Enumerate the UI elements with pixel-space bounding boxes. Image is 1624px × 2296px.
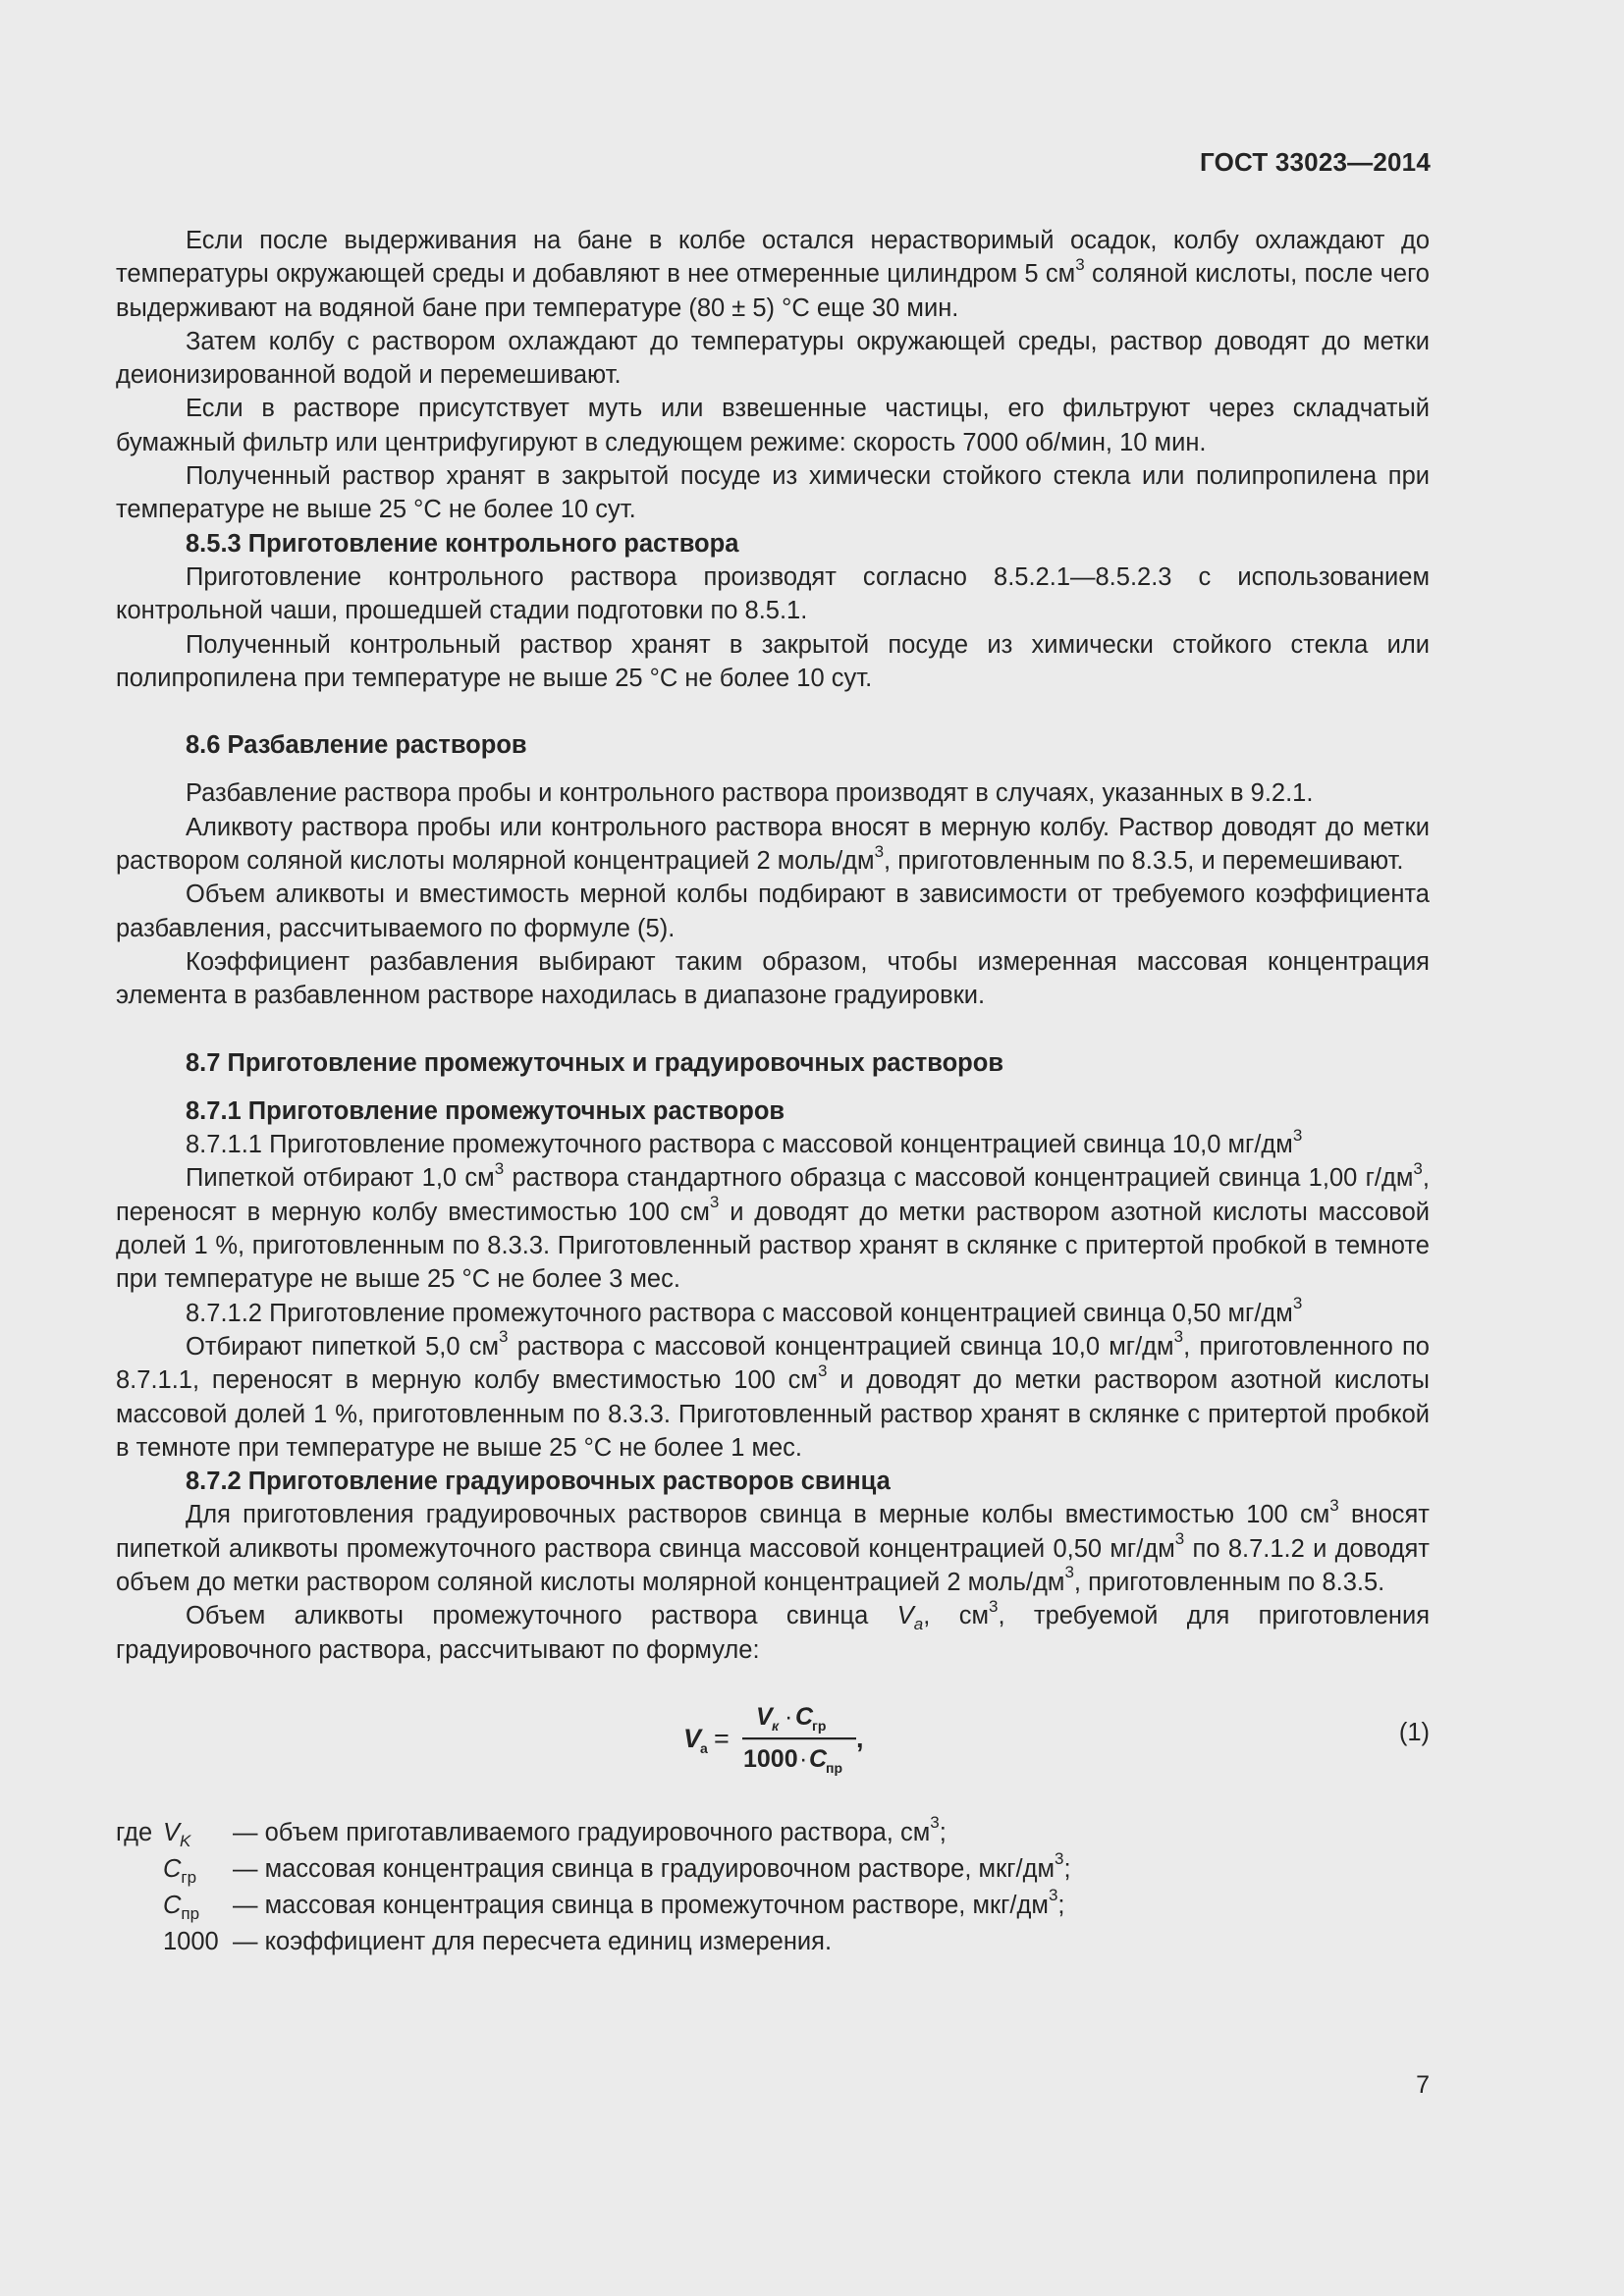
section-heading-8-7: 8.7 Приготовление промежуточных и градуировочных растворов — [186, 1048, 1003, 1077]
formula-denominator-const: 1000 — [743, 1744, 798, 1773]
legend-row — [116, 1886, 1430, 1925]
document-body — [116, 224, 1430, 1961]
paragraph: Приготовление контрольного раствора производят согласно 8.5.2.1—8.5.2.3 с использованием контрольной чаши, прошедшей стадии подготовки по 8.5.1. — [116, 562, 1430, 625]
section-heading-8-6: 8.6 Разбавление растворов — [186, 731, 527, 760]
paragraph: Отбирают пипеткой 5,0 $см^3$ раствора с массовой концентрацией свинца 10,0 $мг/дм^3$, приготовленного по 8.7.1.1, переносят в мерную колбу вместимостью 100 $см^3$ и доводят до метки раствором азотной кислоты массовой долей 1 %, приготовленным по 8.3.3. Приготовленный раствор хранят в склянке с притертой пробкой в темноте при температуре не выше 25 °С не более 1 мес. — [116, 1327, 1430, 1462]
fraction-bar — [742, 1737, 856, 1739]
formula-numerator-dot: · — [785, 1702, 793, 1731]
paragraph: Объем аликвоты промежуточного раствора свинца $V_a$, $см^3$, требуемой для приготовления градуировочного раствора, рассчитывают по формуле: — [116, 1596, 1431, 1664]
formula-comma: , — [856, 1723, 864, 1753]
paragraph: Аликвоту раствора пробы или контрольного раствора вносят в мерную колбу. Раствор доводят до метки раствором соляной кислоты молярной концентрацией 2 моль/$дм^3$, приготовленным по 8.3.5, и перемешивают. — [116, 813, 1430, 876]
formula-denominator-c-sub: пр — [826, 1759, 843, 1776]
page-number: 7 — [1416, 2071, 1430, 2099]
legend-description: — массовая концентрация свинца в промежуточном растворе, мкг/$дм^3$; — [233, 1886, 1065, 1919]
formula — [683, 1692, 919, 1781]
formula-numerator-c: C — [795, 1702, 814, 1731]
legend-description: — массовая концентрация свинца в градуировочном растворе, мкг/$дм^3$; — [233, 1849, 1071, 1883]
paragraph: 8.7.1.1 Приготовление промежуточного раствора с массовой концентрацией свинца 10,0 $мг/дм^3$ — [186, 1125, 1303, 1159]
paragraph: Для приготовления градуировочных растворов свинца в мерные колбы вместимостью 100 $см^3$ вносят пипеткой аликвоты промежуточного раствора свинца массовой концентрацией 0,50 $мг/дм^3$ по 8.7.1.2 и доводят объем до метки раствором соляной кислоты молярной концентрацией 2 моль/$дм^3$, приготовленным по 8.3.5. — [116, 1495, 1430, 1596]
formula-numerator-v: V — [756, 1702, 773, 1731]
document-code: ГОСТ 33023—2014 — [1200, 147, 1431, 177]
legend-row — [116, 1925, 1430, 1961]
legend-description: — коэффициент для пересчета единиц измерения. — [233, 1927, 833, 1955]
formula-lhs-var: V — [683, 1723, 702, 1753]
equation-number: (1) — [1398, 1718, 1430, 1746]
legend-symbol: $V_K$ — [163, 1818, 191, 1850]
paragraph: Разбавление раствора пробы и контрольного раствора производят в случаях, указанных в 9.2.1. — [186, 779, 1314, 808]
legend-symbol: $C_{пр}$ — [163, 1891, 200, 1923]
paragraph: 8.7.1.2 Приготовление промежуточного раствора с массовой концентрацией свинца 0,50 $мг/дм^3$ — [186, 1294, 1303, 1327]
formula-numerator-c-sub: гр — [812, 1717, 827, 1734]
paragraph: Если в растворе присутствует муть или взвешенные частицы, его фильтруют через складчатый бумажный фильтр или центрифугируют в следующем режиме: скорость 7000 об/мин, 10 мин. — [116, 395, 1430, 456]
paragraph: Полученный контрольный раствор хранят в закрытой посуде из химически стойкого стекла или полипропилена при температуре не выше 25 °С не более 10 сут. — [116, 630, 1430, 692]
paragraph: Полученный раствор хранят в закрытой посуде из химически стойкого стекла или полипропилена при температуре не выше 25 °С не более 10 сут. — [116, 462, 1430, 524]
section-heading-8-7-2: 8.7.2 Приготовление градуировочных растворов свинца — [186, 1468, 891, 1496]
paragraph: Объем аликвоты и вместимость мерной колбы подбирают в зависимости от требуемого коэффициента разбавления, рассчитываемого по формуле (5). — [116, 881, 1430, 942]
variable-legend — [116, 1813, 1430, 1961]
legend-lead-word: где — [116, 1818, 153, 1846]
paragraph: Если после выдерживания на бане в колбе остался нерастворимый осадок, колбу охлаждают до температуры окружающей среды и добавляют в нее отмеренные цилиндром 5 $см^3$ соляной кислоты, после чего выдерживают на водяной бане при температуре (80 ± 5) °С еще 30 мин. — [116, 227, 1430, 322]
paragraph: Пипеткой отбирают 1,0 $см^3$ раствора стандартного образца с массовой концентрацией свинца 1,00 $г/дм^3$, переносят в мерную колбу вместимостью 100 $см^3$ и доводят до метки раствором азотной кислоты массовой долей 1 %, приготовленным по 8.3.3. Приготовленный раствор хранят в склянке с притертой пробкой в темноте при температуре не выше 25 °С не более 3 мес. — [116, 1158, 1430, 1294]
formula-graphic — [683, 1692, 919, 1781]
paragraph: Коэффициент разбавления выбирают таким образом, чтобы измеренная массовая концентрация элемента в разбавленном растворе находилась в диапазоне градуировки. — [116, 947, 1430, 1010]
formula-numerator-v-sub: к — [772, 1717, 780, 1734]
paragraph: Затем колбу с раствором охлаждают до температуры окружающей среды, раствор доводят до метки деионизированной водой и перемешивают. — [116, 327, 1430, 390]
formula-equals: = — [714, 1723, 730, 1753]
formula-denominator-c: C — [809, 1744, 828, 1773]
formula-lhs-sub: а — [700, 1739, 708, 1756]
legend-row — [116, 1813, 1430, 1852]
formula-denominator-dot: · — [799, 1744, 808, 1773]
formula-block — [116, 1686, 1430, 1789]
legend-symbol: $C_{гр}$ — [163, 1854, 197, 1887]
section-heading-8-7-1: 8.7.1 Приготовление промежуточных растворов — [186, 1096, 785, 1125]
legend-symbol: 1000 — [163, 1927, 219, 1955]
section-heading-8-5-3: 8.5.3 Приготовление контрольного раствора — [186, 529, 739, 558]
legend-row — [116, 1849, 1430, 1889]
legend-description: — объем приготавливаемого градуировочного раствора, $см^3$; — [233, 1813, 947, 1846]
